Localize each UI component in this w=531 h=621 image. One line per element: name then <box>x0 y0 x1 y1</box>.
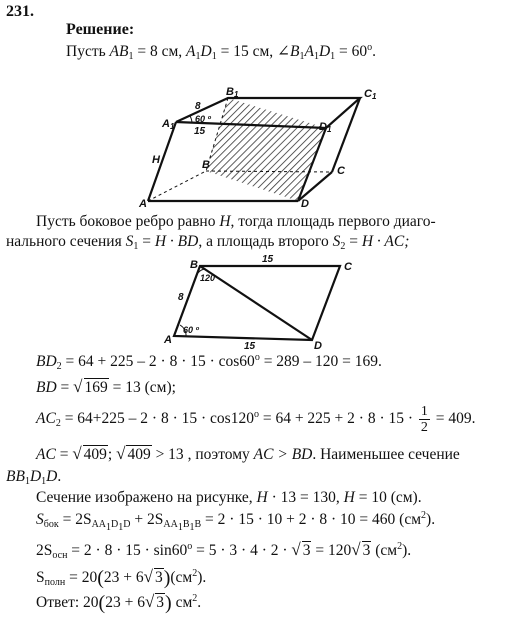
svg-text:H: H <box>152 154 160 166</box>
lateral-area-line: $S_{бок} = 2S_{AA_1D_1D} + 2S_{AA_1B_1B} = 2 \cdot 15 \cdot 10 + 2 \cdot 8 \cdot 10 = 460$ $(см^2)$. <box>36 510 436 533</box>
svg-text:60 º: 60 º <box>195 114 211 124</box>
equation-bd: BD = √ 169 = 13 (см); <box>36 377 176 396</box>
section-line: Сечение изображено на рисунке, H · 13 = 130, H = 10 (см). <box>36 489 422 506</box>
svg-text:D: D <box>314 340 322 352</box>
svg-text:B1: B1 <box>226 86 239 99</box>
base-area-line: $2S_{осн} = 2 \cdot 8 \cdot 15 \cdot \sin 60^o = 5 \cdot 3 \cdot 4 \cdot 2$ · √ 3 = 120√ 3 $(см^2)$. <box>36 540 412 561</box>
answer-line: Ответ: 20(23 + 6√ 3) $см^2$. <box>36 592 202 614</box>
svg-text:C: C <box>337 165 345 177</box>
svg-text:120: 120 <box>200 273 216 283</box>
equation-bd-squared: $BD_2 = 64 + 225 - 2 \cdot 8 \cdot 15 \cdot \cos 60^o = 289 - 120 = 169$. <box>36 352 382 372</box>
svg-text:A1: A1 <box>162 118 175 131</box>
svg-text:D1: D1 <box>319 121 332 134</box>
svg-text:A: A <box>139 198 147 210</box>
svg-text:C: C <box>344 261 352 273</box>
equation-ac: AC = √ 409; √ 409 > 13 , поэтому AC > BD. Наименьшее сечение <box>36 444 460 463</box>
svg-text:8: 8 <box>195 101 201 112</box>
svg-text:60 º: 60 º <box>183 325 199 335</box>
svg-text:D: D <box>301 198 309 210</box>
svg-text:15: 15 <box>194 126 206 137</box>
smallest-section-line: $BB_1D_1D$. <box>6 468 62 487</box>
svg-text:B: B <box>202 159 210 171</box>
equation-ac-squared: $AC_2 = 64+225 - 2 \cdot 8 \cdot 15 \cdot \cos 120^o = 64 + 225 + 2 \cdot 8 \cdot 15$ · $\frac{1}{2}$ = 409. <box>36 404 476 435</box>
svg-text:A: A <box>164 334 172 346</box>
given-line: Пусть $AB_1 = 8$ см, $A_1D_1 = 15$ см, $\angle B_1A_1D_1 = 60^o$. <box>66 42 377 62</box>
svg-text:B: B <box>190 259 198 271</box>
svg-text:15: 15 <box>262 254 274 265</box>
solution-heading: Решение: <box>66 21 135 38</box>
svg-text:8: 8 <box>178 292 184 303</box>
paragraph-line-1: Пусть боковое ребро равно H, тогда площадь первого диаго- <box>36 213 436 230</box>
paragraph-line-2: нального сечения $S_1 = H$ · BD, а площадь второго $S_2 = H$ · AC; <box>6 233 410 252</box>
total-area-line: $S_{полн} = 20(23 + 6√$ $3)(см^2)$. <box>36 567 207 589</box>
svg-text:C1: C1 <box>364 88 377 101</box>
problem-number: 231. <box>6 3 34 20</box>
svg-text:15: 15 <box>244 341 256 352</box>
